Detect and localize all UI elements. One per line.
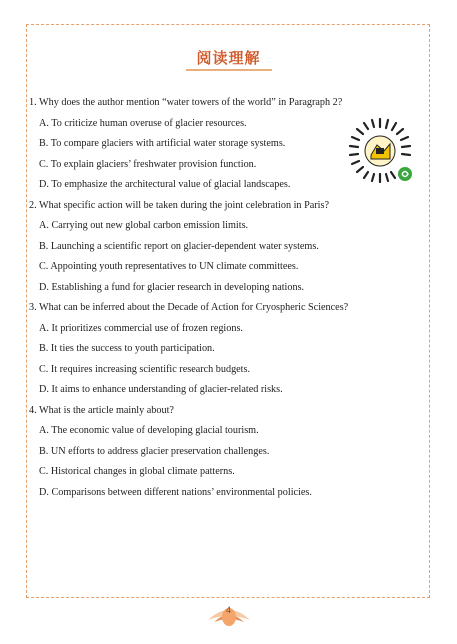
answer-option: B. It ties the success to youth participation. [39, 343, 215, 354]
answer-option: D. To emphasize the architectural value of glacial landscapes. [39, 179, 291, 190]
answer-option: A. Carrying out new global carbon emission limits. [39, 220, 249, 231]
page-title: 阅读理解 [196, 49, 261, 67]
qr-code-icon[interactable] [344, 115, 416, 187]
title-underline [186, 69, 272, 71]
question-block [29, 196, 374, 299]
page-number: 4 [225, 605, 231, 615]
answer-option: C. It requires increasing scientific research budgets. [39, 363, 251, 375]
question-block [29, 401, 374, 504]
answer-option: B. UN efforts to address glacier preservation challenges. [39, 445, 270, 457]
answer-option: A. It prioritizes commercial use of frozen regions. [39, 322, 243, 334]
question-block [29, 298, 374, 401]
answer-option: D. It aims to enhance understanding of glacier-related risks. [39, 384, 283, 395]
answer-option: A. To criticize human overuse of glacier resources. [39, 117, 247, 129]
answer-option: C. Appointing youth representatives to UN climate committees. [39, 261, 299, 272]
question-stem: 2. What specific action will be taken during the joint celebration in Paris? [29, 199, 329, 211]
question-stem: 3. What can be inferred about the Decade of Action for Cryospheric Sciences? [29, 302, 349, 313]
answer-option: B. To compare glaciers with artificial water storage systems. [39, 138, 286, 149]
answer-option: C. To explain glaciers’ freshwater provision function. [39, 158, 257, 170]
answer-option: D. Establishing a fund for glacier research in developing nations. [39, 281, 305, 293]
question-stem: 1. Why does the author mention “water towers of the world” in Paragraph 2? [29, 97, 343, 108]
question-stem: 4. What is the article mainly about? [29, 404, 174, 416]
question-block [29, 93, 374, 196]
answer-option: B. Launching a scientific report on glacier-dependent water systems. [39, 240, 319, 252]
answer-option: C. Historical changes in global climate patterns. [39, 466, 235, 477]
answer-option: D. Comparisons between different nations’ environmental policies. [39, 486, 312, 498]
answer-option: A. The economic value of developing glacial tourism. [39, 425, 259, 436]
questions-section [29, 93, 374, 503]
